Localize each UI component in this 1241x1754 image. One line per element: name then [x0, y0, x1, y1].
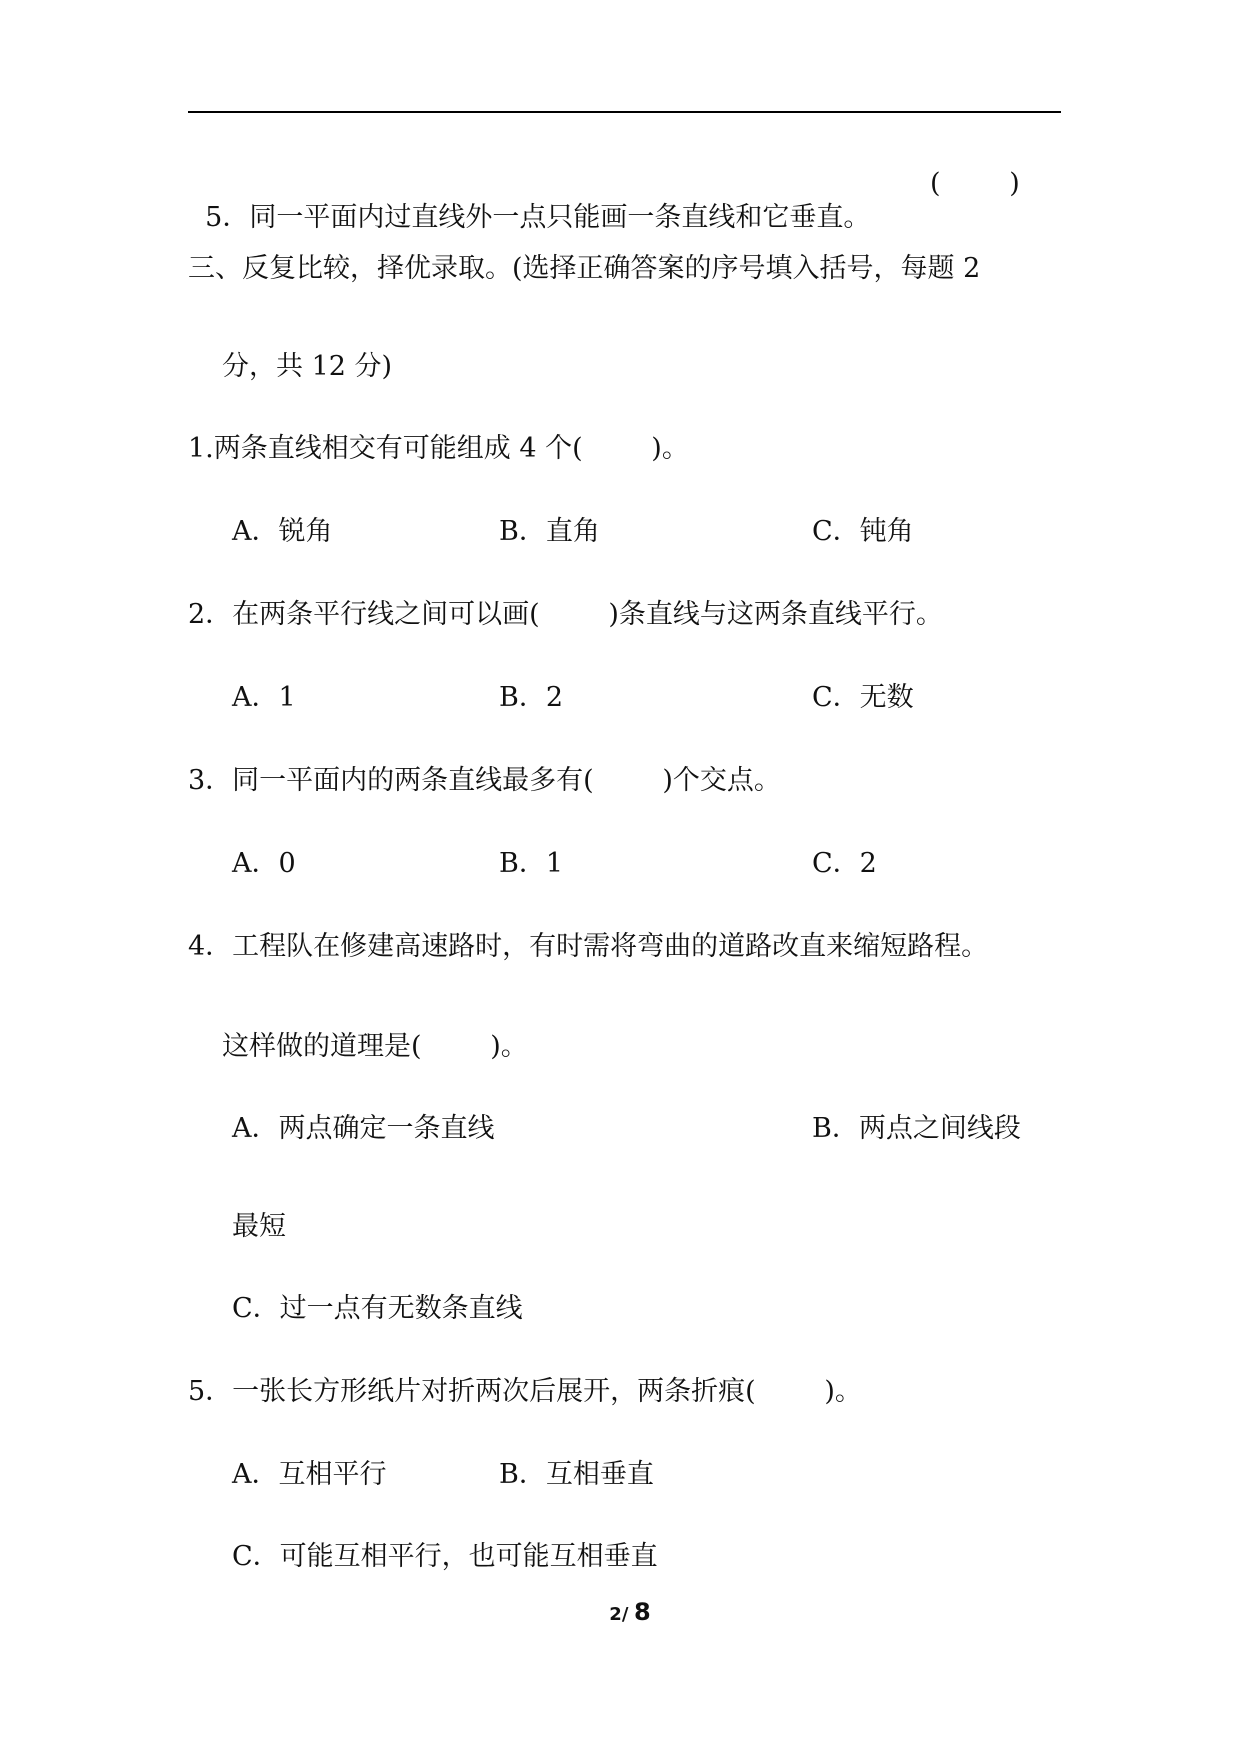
item-text: 5．同一平面内过直线外一点只能画一条直线和它垂直。	[205, 202, 871, 233]
true-false-item-5	[188, 167, 870, 235]
question-4-option-b-continued: 最短	[232, 1211, 286, 1242]
section-heading-continued: 分，共 12 分)	[222, 351, 393, 382]
question-3-option-c: C．2	[812, 848, 877, 879]
question-3-stem: 3．同一平面内的两条直线最多有( )个交点。	[188, 765, 781, 796]
question-5-option-a: A．互相平行	[232, 1459, 387, 1490]
question-4-option-b: B．两点之间线段	[812, 1113, 1021, 1144]
header-rule	[188, 111, 1061, 113]
question-1-option-c: C．钝角	[812, 516, 914, 547]
question-5-option-b: B．互相垂直	[499, 1459, 654, 1490]
question-4-option-a: A．两点确定一条直线	[232, 1113, 495, 1144]
page-number	[600, 1598, 660, 1626]
question-5-option-c: C．可能互相平行，也可能互相垂直	[232, 1541, 658, 1572]
question-4-stem-continued: 这样做的道理是( )。	[222, 1031, 528, 1062]
question-4-option-c: C．过一点有无数条直线	[232, 1293, 523, 1324]
question-2-option-b: B．2	[499, 682, 564, 713]
answer-blank: ( )	[930, 168, 1020, 199]
question-2-option-c: C．无数	[812, 682, 914, 713]
current-page: 2/	[609, 1604, 629, 1625]
question-3-option-a: A．0	[232, 848, 296, 879]
question-2-option-a: A．1	[232, 682, 296, 713]
total-pages: 8	[633, 1598, 651, 1626]
question-2-stem: 2．在两条平行线之间可以画( )条直线与这两条直线平行。	[188, 599, 943, 630]
question-5-stem: 5．一张长方形纸片对折两次后展开，两条折痕( )。	[188, 1376, 862, 1407]
section-heading: 三、反复比较，择优录取。(选择正确答案的序号填入括号，每题 2	[188, 253, 981, 284]
question-1-stem: 1.两条直线相交有可能组成 4 个( )。	[188, 433, 689, 464]
question-3-option-b: B．1	[499, 848, 564, 879]
question-1-option-b: B．直角	[499, 516, 600, 547]
question-1-option-a: A．锐角	[232, 516, 333, 547]
question-4-stem: 4．工程队在修建高速路时，有时需将弯曲的道路改直来缩短路程。	[188, 931, 989, 962]
